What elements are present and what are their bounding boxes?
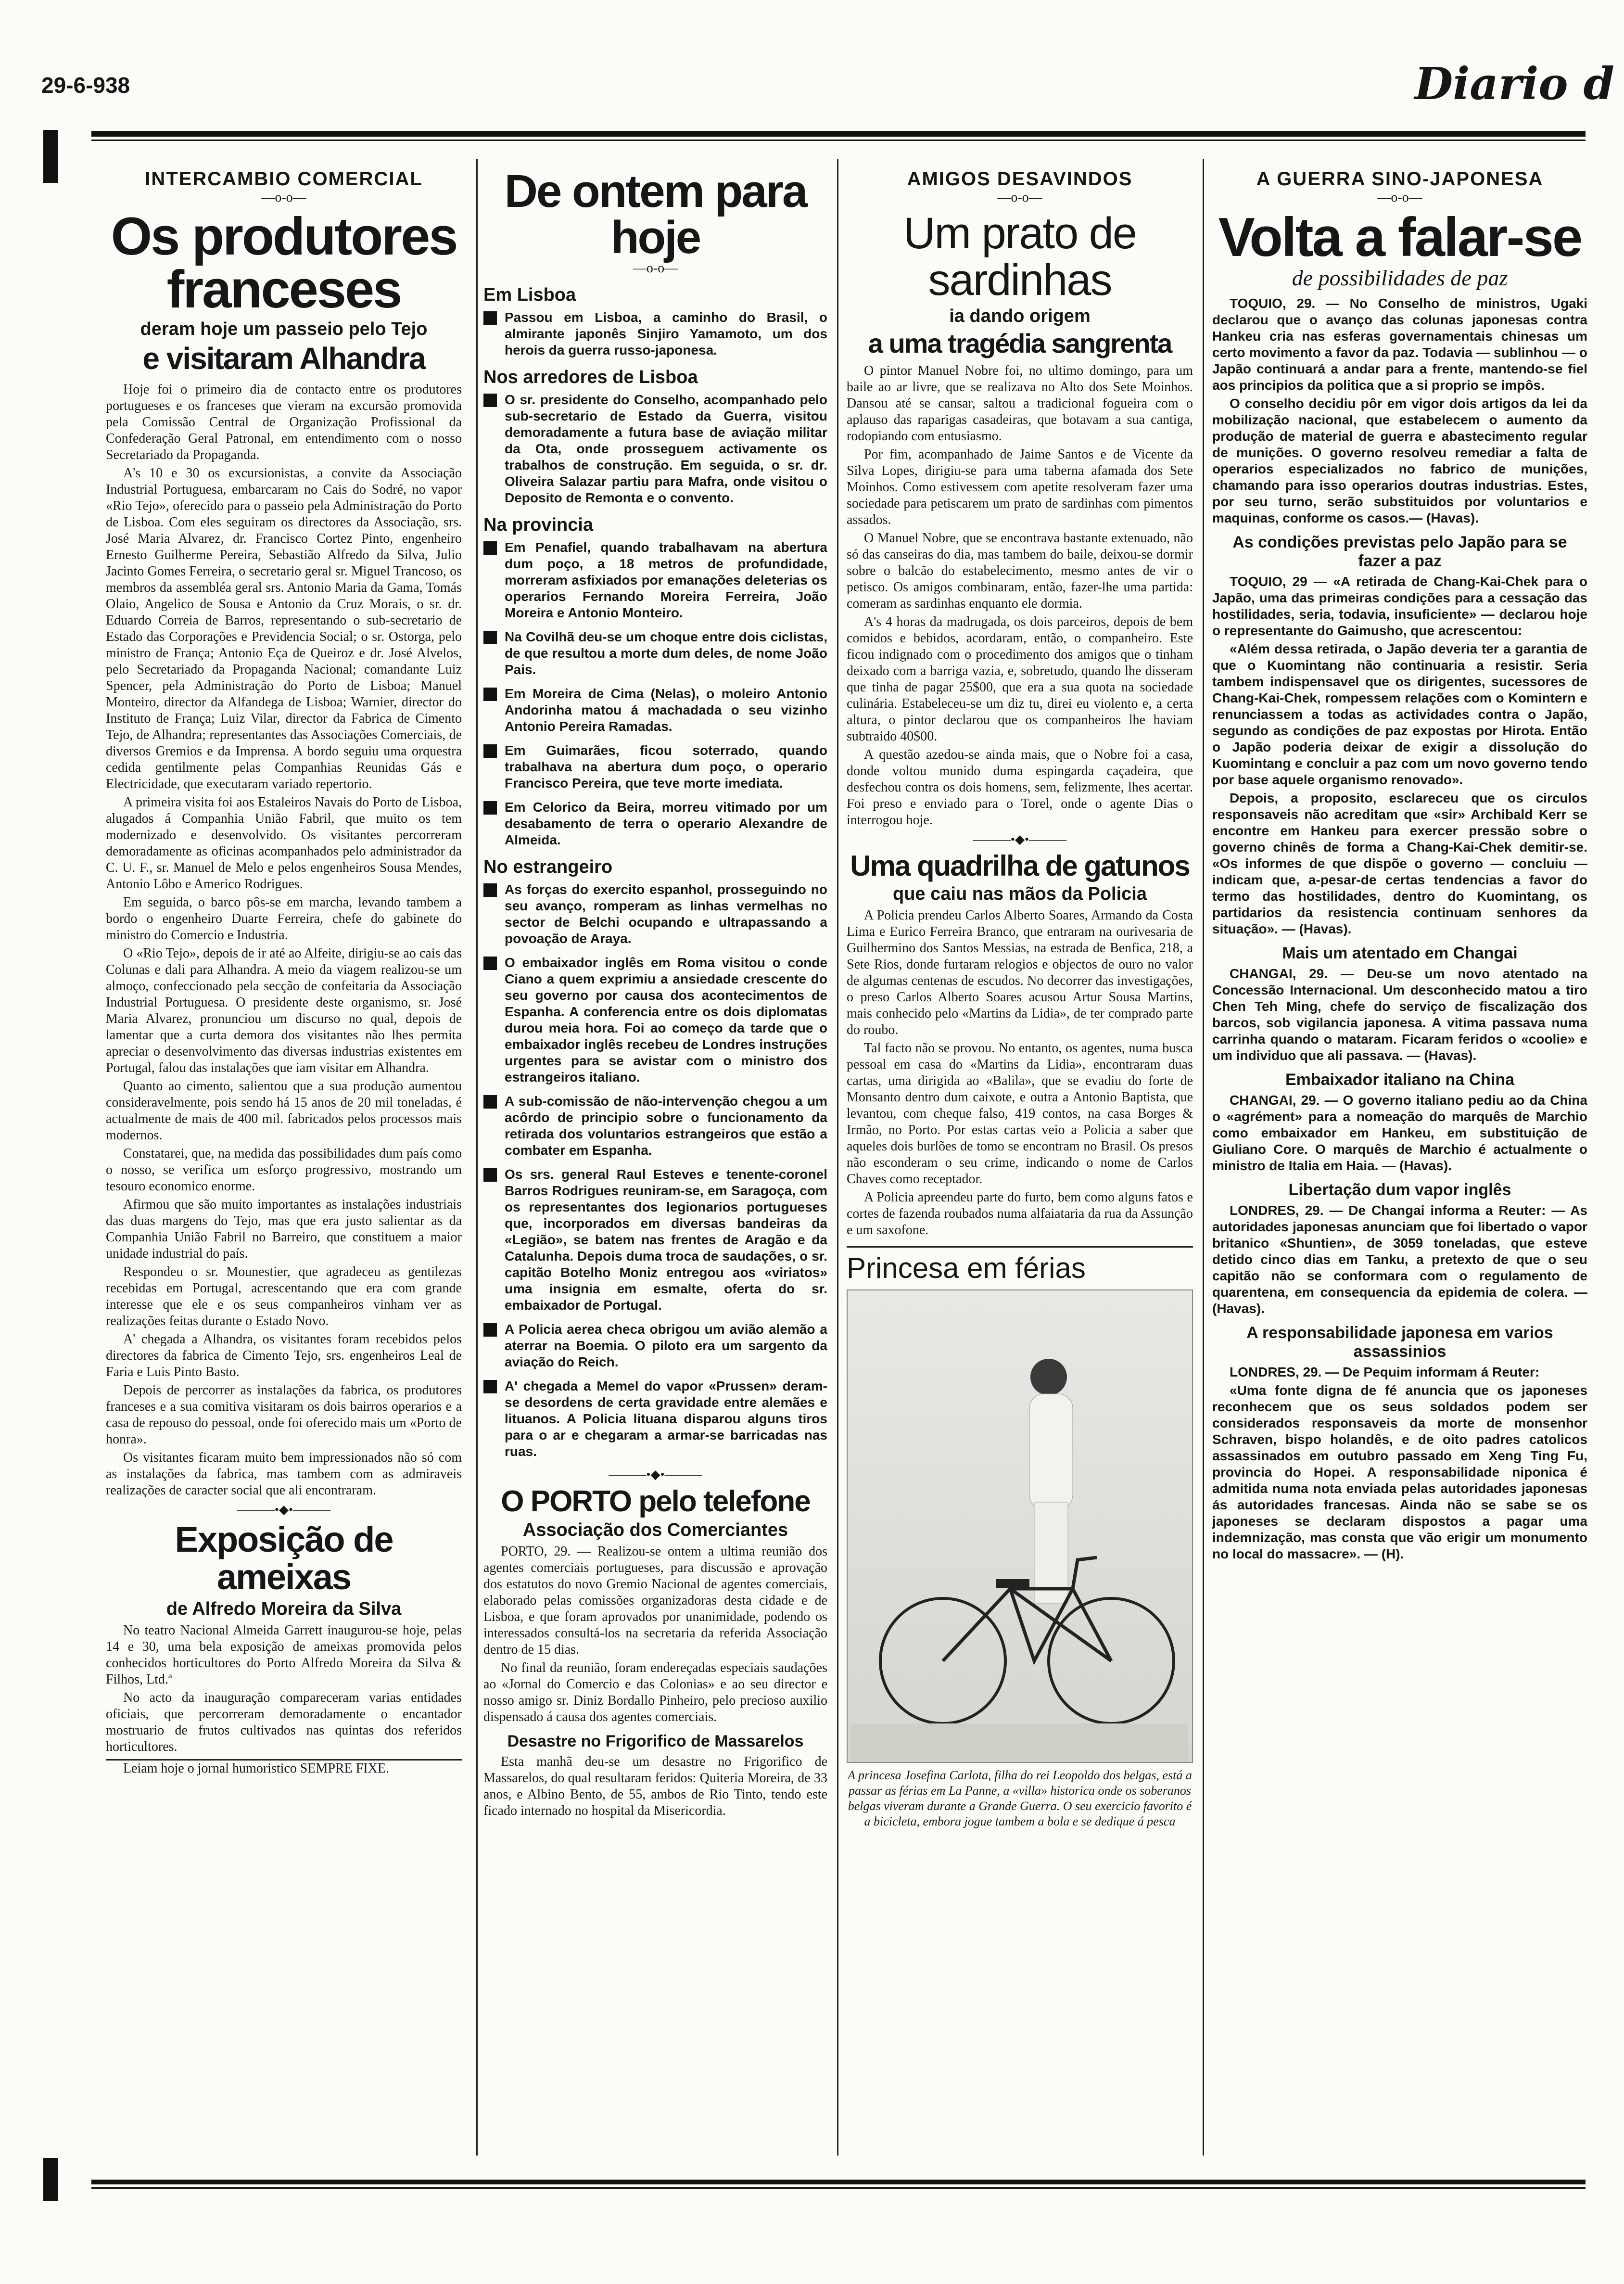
bullet-square-icon — [483, 631, 497, 644]
bullet-square-icon — [483, 1380, 497, 1393]
paragraph: LONDRES, 29. — De Pequim informam á Reuter: — [1230, 1365, 1540, 1379]
subheadline: de possibilidades de paz — [1292, 266, 1508, 290]
list-item: Em Penafiel, quando trabalhavam na abertura dum poço, a 18 metros de profundidade, morreram asfixiados por emanações deleterias os operarios Fernando Moreira Ferreira, João Moreira e Antonio Monteiro. — [483, 539, 827, 621]
paragraph: CHANGAI, 29. — Deu-se um novo atentado na Concessão Internacional. Um desconhecido matou a tiro Chen Teh Ming, chefe do serviço de fiscalização dos barcos, sob vigilancia japonesa. A vitima passava numa carrinha quando o mataram. Ficaram feridos o «coolie» e um individuo que ali passava. — (Havas). — [1212, 966, 1587, 1063]
bullet-square-icon — [483, 883, 497, 897]
paragraph: Esta manhã deu-se um desastre no Frigorifico de Massarelos, do qual resultaram feridos: Quiteria Moreira, de 33 anos, e Albino Bento, de 55, ambos de Rio Tinto, tendo este ficado internado no hospital da Misericordia. — [483, 1754, 827, 1819]
paragraph: No acto da inauguração compareceram varias entidades oficiais, que percorreram demoradamente o encantador mostruario de frutos cultivados nas quintas dos referidos horticultores. — [106, 1690, 462, 1754]
bullet-square-icon — [483, 688, 497, 701]
headline: Um prato de sardinhas — [903, 209, 1137, 305]
paragraph: Afirmou que são muito importantes as instalações industriais das duas margens do Tejo, mas que era justo salientar as da Companhia União Fabril no Barreiro, que constituem a maior unidade industrial do país. — [106, 1197, 462, 1262]
page-date: 29-6-938 — [41, 73, 130, 98]
left-bar-top — [43, 130, 58, 183]
header-rule — [91, 131, 1586, 137]
headline-2: Uma quadrilha de gatunos — [850, 849, 1190, 882]
list-item: A' chegada a Memel do vapor «Prussen» deram-se desordens de certa gravidade entre alemães e lituanos. A Policia lituana disparou alguns tiros para o ar e chegaram a armar-se barricadas nas ruas. — [483, 1378, 827, 1460]
separator: ———•◆•——— — [609, 1467, 702, 1481]
section-title: Na provincia — [483, 515, 594, 535]
paragraph: Tal facto não se provou. No entanto, os agentes, numa busca pessoal em casa do «Martins da Lidia», encontraram duas cartas, uma dirigida ao «Balila», que se evadiu do forte de Monsanto dentro dum caixote, e outra a Antonio Baptista, que levantou, com cheque falso, 419 contos, na casa Borges & Irmão, no Porto. Por estas cartas veio a Policia a saber que aqueles dois burlões de tomo se encontram no Brasil. Os presos não esconderam o seu crime, indicando o nome de Carlos Chaves como receptador. — [847, 1040, 1193, 1187]
section-heading: Embaixador italiano na China — [1285, 1071, 1515, 1089]
list-item: Os srs. general Raul Esteves e tenente-coronel Barros Rodrigues reuniram-se, em Saragoça, com os representantes dos legionarios portugueses que, incorporados em diversas bandeiras da «Legião», se batem nas frentes de Aragão e da Catalunha. Depois duma troca de saudações, o sr. capitão Botelho Moniz entregou aos «viriatos» uma insignia em esmalte, oferta do sr. embaixador de Portugal. — [483, 1166, 827, 1314]
paragraph: Hoje foi o primeiro dia de contacto entre os produtores portugueses e os franceses que vieram na excursão promovida pela Comissão Central de Organização Profissional da Confederação Geral Patronal, em entendimento com o nosso Secretariado da Propaganda. — [106, 382, 462, 463]
headline-2: Exposição de ameixas — [175, 1519, 393, 1597]
footer-rule-thin — [91, 2187, 1586, 2189]
list-item: Em Guimarães, ficou soterrado, quando trabalhava na abertura dum poço, o operario Francisco Pereira, que teve morte imediata. — [483, 742, 827, 791]
list-item: A Policia aerea checa obrigou um avião alemão a aterrar na Boemia. O piloto era um sargento da aviação do Reich. — [483, 1321, 827, 1370]
paragraph: Respondeu o sr. Mounestier, que agradeceu as gentilezas recebidas em Portugal, acrescentando que era com grande interesse que ele e os seus companheiros vinham ver as realizações feitas durante o Estado Novo. — [106, 1264, 462, 1329]
section-heading: As condições previstas pelo Japão para se fazer a paz — [1232, 533, 1567, 570]
kicker: AMIGOS DESAVINDOS — [907, 168, 1133, 190]
subheadline-2: de Alfredo Moreira da Silva — [166, 1598, 402, 1619]
separator: ———•◆•——— — [973, 832, 1067, 846]
photo-caption: A princesa Josefina Carlota, filha do rei Leopoldo dos belgas, está a passar as férias em La Panne, a «villa» historica onde os soberanos belgas viveram durante a Grande Guerra. O seu exercicio favorito é a bicicleta, embora jogue tambem a bola e se dedique á pesca — [848, 1768, 1192, 1828]
subheadline: ia dando origem — [949, 306, 1091, 327]
headline: Os produtores franceses — [111, 207, 457, 319]
paragraph: TOQUIO, 29 — «A retirada de Chang-Kai-Chek para o Japão, uma das primeiras condições para a cessação das hostilidades, seria, todavia, insuficiente» — declarou hoje o representante do Gaimusho, que acrescentou: — [1212, 574, 1587, 638]
subheadline-large: a uma tragédia sangrenta — [868, 328, 1172, 359]
paragraph: «Além dessa retirada, o Japão deveria ter a garantia de que o Kuomintang não continuaria a resistir. Seria tambem indispensavel que os dirigentes, sucessores de Chang-Kai-Chek, rompessem relações com o Komintern e renunciassem a todas as actividades contra o Japão, segundo as condições de paz expostas por Hirota. Então o Japão poderia deixar de exigir a dissolução do Kuomintang e concluir a paz com um novo governo tendo por base aquele organismo renovado». — [1212, 641, 1587, 787]
column-3 — [847, 168, 1193, 2156]
paragraph: A Policia prendeu Carlos Alberto Soares, Armando da Costa Lima e Eurico Ferreira Branco, que entraram na ourivesaria de Guilhermino dos Santos Messias, na estrada de Benfica, 218, a Sete Rios, donde furtaram relogios e objectos de ouro no valor de algumas centenas de escudos. No decorrer das investigações, o preso Carlos Alberto Soares acusou Artur Sousa Martins, mais conhecido pelo «Martins da Lidia», de ter comprado parte do roubo. — [847, 907, 1193, 1037]
paragraph: CHANGAI, 29. — O governo italiano pediu ao da China o «agrément» para a nomeação do marquês de Marchio como embaixador em Hankeu, em substituição de Giuliano Core. O marquês de Marchio é actualmente o ministro de Italia em Haia. — (Havas). — [1212, 1093, 1587, 1173]
column-divider — [476, 159, 478, 2156]
masthead: Diario d — [1414, 58, 1614, 110]
bullet-square-icon — [483, 957, 497, 970]
footer-rule — [91, 2180, 1586, 2184]
paragraph: Depois, a proposito, esclareceu que os circulos responsaveis não acreditam que «sir» Archibald Kerr se encontre em Hankeu para exercer pressão sobre o governo chinês de forma a Chang-Kai-Chek demitir-se. «Os informes de que dispõe o governo — concluiu — indicam que, a-pesar-de certas tendencias a favor do termo das hostilidades, dentro do Kuomintang, os partidarios da resistencia continuam senhores da situação». — (Havas). — [1212, 791, 1587, 936]
subheadline: deram hoje um passeio pelo Tejo — [140, 319, 428, 339]
bullet-square-icon — [483, 1323, 497, 1337]
paragraph: Quanto ao cimento, salientou que a sua produção aumentou consideravelmente, pois sendo há 15 anos de 20 mil toneladas, é actualmente de mais de 400 mil. fabricados pelos processos mais modernos. — [106, 1079, 462, 1143]
column-4 — [1212, 168, 1587, 2156]
photo-title: Princesa em férias — [847, 1251, 1086, 1284]
bullet-square-icon — [483, 1168, 497, 1182]
column-divider — [1203, 159, 1204, 2156]
paragraph: Em seguida, o barco pôs-se em marcha, levando tambem a bordo o engenheiro Duarte Ferreira, chefe do gabinete do ministro do Comercio e Industria. — [106, 895, 462, 943]
bullet-square-icon — [483, 541, 497, 555]
section-title: Em Lisboa — [483, 285, 576, 305]
photo-princess — [847, 1289, 1193, 1763]
paragraph: Os visitantes ficaram muito bem impressionados não só com as instalações da fabrica, mas tambem com as admiraveis realizações de caracter social que ali encontraram. — [106, 1450, 462, 1498]
ornament: —o-o— — [997, 190, 1042, 205]
list-item: Passou em Lisboa, a caminho do Brasil, o almirante japonês Sinjiro Yamamoto, um dos herois da guerra russo-japonesa. — [483, 309, 827, 358]
porto-headline: O PORTO pelo telefone — [501, 1485, 810, 1518]
column-2 — [483, 168, 827, 2156]
paragraph: O «Rio Tejo», depois de ir até ao Alfeite, dirigiu-se ao cais das Colunas e dali para Alhandra. A meio da viagem realizou-se um almoço, confeccionado pela secção de confeitaria da Associação Industrial Portuguesa. O presidente deste organismo, sr. José Maria Alvarez, pronunciou um discurso no qual, depois de lamentar que a curta demora dos visitantes não lhes permita apreciar o desenvolvimento das diversas industrias existentes em Portugal, falou das instalações que iam visitar em Alhandra. — [106, 946, 462, 1076]
headline: De ontem para hoje — [504, 168, 807, 263]
paragraph: No teatro Nacional Almeida Garrett inaugurou-se hoje, pelas 14 e 30, uma bela exposição de ameixas promovida pelos conhecidos horticultores do Porto Alfredo Moreira da Silva & Filhos, Ltd.ª — [106, 1622, 462, 1687]
paragraph: LONDRES, 29. — De Changai informa a Reuter: — As autoridades japonesas anunciam que foi libertado o vapor britanico «Shuntien», de 3059 toneladas, que esteve detido cinco dias em Tanku, a pretexto de que o seu capitão não se conformara com o regulamento de quarentena, em consequencia da epidemia de colera. — (Havas). — [1212, 1203, 1587, 1316]
subheadline-2: que caiu nas mãos da Policia — [893, 883, 1147, 904]
kicker: A GUERRA SINO-JAPONESA — [1256, 168, 1544, 190]
bullet-square-icon — [483, 744, 497, 758]
header-rule-thin — [91, 140, 1586, 141]
list-item: Em Celorico da Beira, morreu vitimado por um desabamento de terra o operario Alexandre de Almeida. — [483, 799, 827, 848]
porto-subheadline: Associação dos Comerciantes — [522, 1520, 788, 1541]
section-heading: A responsabilidade japonesa em varios assassinios — [1246, 1324, 1553, 1361]
paragraph: «Uma fonte digna de fé anuncia que os japoneses reconhecem que os seus soldados podem ser considerados responsaveis da morte de monsenhor Schraven, bispo holandês, e de oito padres catolicos assassinados em outubro passado em Xeng Ting Fu, provincia do Hopei. A responsabilidade niponica é admitida numa nota enviada pelas autoridades japonesas ás autoridades francesas. Ainda não se sabe se os japoneses se declaram dispostos a pagar uma indemnização, mas consta que vão erigir um monumento no local do massacre». — (H). — [1212, 1383, 1587, 1561]
footer-note: Leiam hoje o jornal humoristico SEMPRE FIXE. — [123, 1761, 389, 1776]
princess-bicycle-illustration — [848, 1290, 1192, 1762]
ornament: —o-o— — [633, 261, 678, 276]
bullet-square-icon — [483, 311, 497, 325]
list-item: A sub-comissão de não-intervenção chegou a um acôrdo de principio sobre o funcionamento da retirada dos voluntarios estrangeiros que estão a combater em Espanha. — [483, 1093, 827, 1159]
column-1 — [106, 168, 462, 2156]
ornament: —o-o— — [261, 190, 306, 205]
section-title: No estrangeiro — [483, 857, 613, 877]
column-divider — [837, 159, 838, 2156]
paragraph: Por fim, acompanhado de Jaime Santos e de Vicente da Silva Lopes, dirigiu-se para uma taberna afamada dos Sete Moinhos. Como estivessem com apetite resolveram fazer uma sociedade para petiscarem um prato de sardinhas com pimentos assados. — [847, 447, 1193, 527]
paragraph: A questão azedou-se ainda mais, que o Nobre foi a casa, donde voltou munido duma espingarda caçadeira, que desfechou contra os dois homens, sem, felizmente, lhes acertar. Foi preso e enviado para o Torel, onde o agente Dias o interrogou hoje. — [847, 747, 1193, 828]
list-item: O embaixador inglês em Roma visitou o conde Ciano a quem exprimiu a ansiedade crescente do seu governo por causa dos acontecimentos de Espanha. A conferencia entre os dois diplomatas durou meia hora. Foi ao começo da tarde que o embaixador inglês recebeu de Londres instruções urgentes para se avistar com o ministro dos estrangeiros italiano. — [483, 955, 827, 1085]
bullet-square-icon — [483, 1095, 497, 1109]
list-item: O sr. presidente do Conselho, acompanhado pelo sub-secretario de Estado da Guerra, visitou demoradamente a futura base de aviação militar da Ota, onde prosseguem activamente os trabalhos de construção. Em seguida, o sr. dr. Oliveira Salazar partiu para Mafra, onde visitou o Deposito de Remonta e o convento. — [483, 392, 827, 506]
desastre-heading: Desastre no Frigorifico de Massarelos — [507, 1732, 804, 1751]
separator: ———•◆•——— — [237, 1503, 331, 1517]
left-bar-bottom — [43, 2158, 58, 2201]
list-item: As forças do exercito espanhol, prosseguindo no seu avanço, romperam as linhas vermelhas no sector de Belchi ocupando e ultrapassando a povoação de Araya. — [483, 881, 827, 947]
list-item: Em Moreira de Cima (Nelas), o moleiro Antonio Andorinha matou á machadada o seu vizinho Antonio Pereira Ramadas. — [483, 686, 827, 735]
kicker: INTERCAMBIO COMERCIAL — [145, 168, 423, 190]
paragraph: Constatarei, que, na medida das possibilidades dum país como o nosso, se verifica um esforço progressivo, mostrando um tesouro economico enorme. — [106, 1146, 462, 1194]
paragraph: Depois de percorrer as instalações da fabrica, os produtores franceses e a sua comitiva visitaram os dois bairros operarios e a casa de repouso do pessoal, onde foi oferecido mais um «Porto de honra». — [106, 1383, 462, 1447]
paragraph: PORTO, 29. — Realizou-se ontem a ultima reunião dos agentes comerciais portugueses, para discussão e aprovação dos estatutos do novo Gremio Nacional de agentes comerciais, elaborado pelas comissões organizadoras desta cidade e de Lisboa, e que foram aprovados por unanimidade, podendo os interessados consultá-los na secretaria da referida Associação dentro de 15 dias. — [483, 1544, 827, 1658]
bullet-square-icon — [483, 394, 497, 407]
ornament: —o-o— — [1377, 190, 1422, 205]
subheadline-large: e visitaram Alhandra — [142, 341, 425, 376]
paragraph: O Manuel Nobre, que se encontrava bastante extenuado, não só das canseiras do dia, mas tambem do baile, deixou-se dormir sobre o balcão do estabelecimento, mesmo antes de vir o petisco. Os amigos combinaram, então, fazer-lhe uma partida: comeram as sardinhas enquanto ele dormia. — [847, 530, 1193, 611]
paragraph: A's 10 e 30 os excursionistas, a convite da Associação Industrial Portuguesa, embarcaram no Cais do Sodré, no vapor «Rio Tejo», oferecido para o passeio pela Administração do Porto de Lisboa. Com eles seguiram os directores da Associação, srs. José Maria Alvarez, dr. Francisco Cortez Pinto, engenheiro Ernesto Guilherme Pereira, Sebastião Alfredo da Silva, Julio Jacinto Gomes Ferreira, o secretario geral sr. Miguel Trancoso, os membros da assembléa geral srs. Antonio Maria da Gama, Tomás Olaio, Angelico de Sousa e Antonio da Cruz Morais, o sr. dr. Eduardo Correia de Barros, representando o sub-secretario de Estado das Corporações e Previdencia Social; o sr. Ostorga, pelo ministro de França; Antonio Eça de Queiroz e dr. José Alvelos, pelo Secretariado da Propaganda Nacional; comandante Luiz Spencer, pela Administração do Porto de Lisboa; Manuel Monteiro, director da Alfandega de Lisboa; Warnier, director do Instituto de França; Luiz Vilar, director da Fabrica de Cimento Tejo, de Alhandra; representantes das Associações Comerciais, de diversos Gremios e da Imprensa. A bordo seguiu uma orquestra cedida gentilmente pelas Companhias Reunidas Gás e Electricidade, que executaram variado repertorio. — [106, 466, 462, 792]
paragraph: A Policia apreendeu parte do furto, bem como alguns fatos e cortes de fazenda roubados numa alfaiataria da rua da Assunção e um saxofone. — [847, 1189, 1193, 1238]
paragraph: A's 4 horas da madrugada, os dois parceiros, depois de bem comidos e bebidos, acordaram, então, o companheiro. Este ficou indignado com o procedimento dos amigos que o tinham deixado com a barriga vazia, e, sobretudo, quando lhe disseram que tinha de pagar 25$00, que era a sua quota na sociedade culinária. Estabeleceu-se um diz tu, direi eu violento e, a certa altura, o pintor declarou que os companheiros lhe haviam subtraido 40$00. — [847, 614, 1193, 744]
paragraph: A primeira visita foi aos Estaleiros Navais do Porto de Lisboa, alugados á Companhia União Fabril, que muito os tem modernizado e desenvolvido. Os visitantes percorreram demoradamente as oficinas acompanhados pelo administrador da C. U. F., sr. Manuel de Melo e pelos engenheiros Sousa Mendes, Antonio Lôbo e Americo Rodrigues. — [106, 795, 462, 892]
list-item: Na Covilhã deu-se um choque entre dois ciclistas, de que resultou a morte dum deles, de nome João Pais. — [483, 629, 827, 678]
bullet-square-icon — [483, 801, 497, 815]
headline: Volta a falar-se — [1218, 207, 1582, 268]
paragraph: O conselho decidiu pôr em vigor dois artigos da lei da mobilização nacional, que estabelecem o aumento da produção de material de guerra e abastecimento regular de munições. O governo resolveu remediar a falta de operarios especializados no fabrico de munições, chamando para isso operarios doutras industrias. Estes, por seu turno, serão substituidos por voluntarios e maquinas, conforme os casos.— (Havas). — [1212, 396, 1587, 525]
paragraph: A' chegada a Alhandra, os visitantes foram recebidos pelos directores da fabrica de Cimento Tejo, srs. engenheiros Leal de Faria e Luis Pinto Basto. — [106, 1332, 462, 1380]
section-title: Nos arredores de Lisboa — [483, 367, 698, 387]
section-heading: Mais um atentado em Changai — [1282, 944, 1518, 962]
paragraph: TOQUIO, 29. — No Conselho de ministros, Ugaki declarou que o avanço das colunas japonesas contra Hankeu cria nas esferas governamentais chinesas um certo movimento a favor da paz. Todavia — sublinhou — o Japão continuará a andar para a frente, mantendo-se fiel aos principios da politica que a si proprio se impôs. — [1212, 296, 1587, 393]
paragraph: No final da reunião, foram endereçadas especiais saudações ao «Jornal do Comercio e das Colonias» e ao seu director e nosso amigo sr. Diniz Bordallo Pinheiro, pelo precioso auxilio dispensado á causa dos agentes comerciais. — [483, 1660, 827, 1725]
section-heading: Libertação dum vapor inglês — [1288, 1181, 1511, 1199]
paragraph: O pintor Manuel Nobre foi, no ultimo domingo, para um baile ao ar livre, que se realizava no Alto dos Sete Moinhos. Dansou até se cansar, saltou a tradicional fogueira com o aplauso das raparigas casadeiras, que botavam a sua cantiga, rodopiando com entusiasmo. — [847, 363, 1193, 444]
